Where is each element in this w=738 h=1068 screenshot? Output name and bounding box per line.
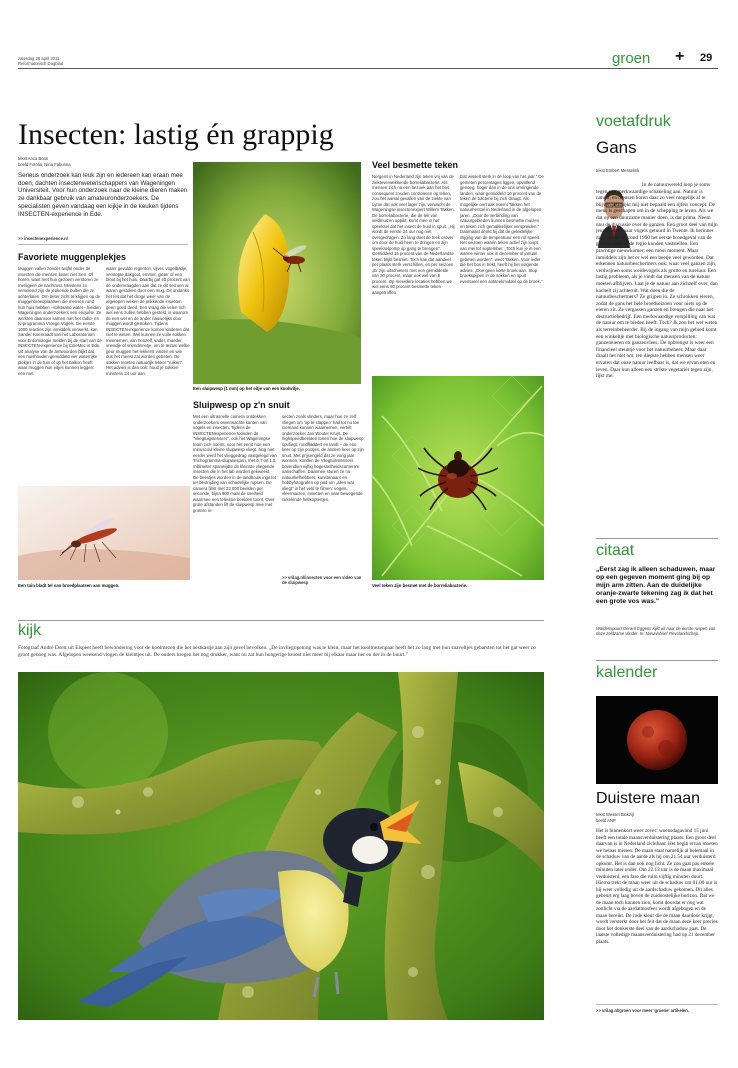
gans-credit: tekst Embert Messelink bbox=[596, 168, 640, 173]
text-column-6: Dat wisselt sterk in de loop van het jaar." De gemeten percentages liggen, opvallend genoeg, hoger dan in de ons omringende landen, waar gemiddeld 10 procent van de teken de bacterie bij zich draagt. Als mogelijke oorzaak noemt Takken het natuurherstel in Nederland in de afgelopen jaren. „Door de verbinding van natuurgebieden kunnen besmette muizen en teken zich gemakkelijker verspreiden." Daarnaast denkt hij dat de geleidelijke stijging van de temperatuur een rol speelt. Het seizoen waarin teken actief zijn loopt van mei tot september. „Toch kun je in een warme winter ook in december of januari gebeten worden", weet Takken. Voor ieder die het bos in trekt, heeft hij het volgende advies: „Doe geen korte broek aan. Stop broekspijpen in de sokken en spuit eventueel een antiteekmiddel op de broek." bbox=[460, 174, 544, 284]
divider bbox=[18, 244, 188, 245]
section-name: groen bbox=[612, 50, 651, 67]
wasp-egg-photo bbox=[193, 162, 361, 384]
article-title: Insecten: lastig én grappig bbox=[18, 118, 334, 151]
paper-name: Reformatorisch Dagblad bbox=[18, 61, 64, 66]
credit-text: tekst Anca Boon bbox=[18, 156, 49, 161]
caption-wasp-egg: Een sluipwesp (1 mm) op het eitje van een koolwitje. bbox=[193, 386, 300, 391]
voetafdruk-heading: voetafdruk bbox=[596, 113, 671, 130]
kijk-caption: Fotograaf André Dorst uit Elspeet heeft bewondering voor de koolmezen die het nestkastje aan zijn gevel bevolken. „De invliegopening was te klein, maar het koolmezenpaar heeft het zo lang met hun snaveltjes gebarsten tot het gat weer zo groot genoeg was. Afgelopen weekend vlogen de kleintjes uit. De ouders kregen het nog drukker, want nu zat hun hongerige kroost niet meer bij elkaar maar her en der in de buurt." bbox=[18, 645, 536, 658]
maan-credit: tekst Wessel Blokzijl beeld ANP bbox=[596, 812, 634, 823]
article-credits bbox=[18, 156, 71, 167]
text-column-2: water gevulde regenton, vijver, vogelbadje, verstopte dakgoot, emmer, gieter of een bloot bij het huis. Daarbij gaf 40 procent van de ondervraagden aan dat ze dit seizoen al waren gestoken door een mug. Dit ondanks het feit dat het droge weer van de afgelopen weken de prikkende insecten geen goed deed. Een vraag die velen rich wel eens zullen hebben gesteld, is waarom de een wel en de ander nauwelijks door muggen wordt gestoken. Tijdens INSECTEN-experience komen kinderen dat niet te weten. Wel kunnen ze vuile sokken meenemen, van henzelf, vader, moeder, vriendje of vriendinnetje, om te testen welke geur muggen het lekkerst vinden en wie dus het meest zal worden gebeten. De sokken moeten natuurlijk lekker "ruiken". Het advies is dan ook: houd je sokken minstens 24 uur aan. bbox=[106, 266, 190, 376]
text-column-3: Met een ultrasnelle camera ontdekken onderzoekers onverwachte kanten van vogels en insecten. Tijdens de INSECTENexperience toonden de "Vliegtuigstensers", ook het Wageningse team zich noemt, voor het eerst hoe een minuscuul kleine sluipwesp vliegt. Nog niet eerder werd het vlieggedrag vastgelegd van Trichogramma-sluipwespen, met 0,7 tot 1,5 millimeter spanwijdte de kleinste vliegende insecten die in het lab worden gekweekt. De beestjes worden in de landbouw ingezet ter bestrijding van schadelijke rupsen. De camera filmt met 22.000 beelden per seconde, bijna 900 maal de snelheid waarmee een televisie beelden toont. Over grote afstanden lift de sluipwesp mee met grotere in- bbox=[193, 414, 277, 513]
great-tit-photo bbox=[18, 672, 544, 1020]
issue-date: zaterdag 28 april 2011 bbox=[18, 56, 60, 61]
maan-title: Duistere maan bbox=[596, 790, 701, 807]
insecten-link[interactable]: >> insectenexperience.nl bbox=[18, 236, 68, 241]
groen-link[interactable]: >> vrilag.nl/groen voor meer 'groene' artikelen. bbox=[596, 1008, 689, 1013]
header-rule bbox=[18, 68, 718, 69]
citaat-quote: „Eerst zag ik alleen schaduwen, maar op een gegeven moment ging bij op mijn arm zitten. Aan de duidelijke oranje-zwarte tekening zag ik dat het een grote vos was." bbox=[596, 566, 716, 605]
kijk-rule bbox=[18, 620, 544, 621]
text-column-5: Nergens in Nederland zijn teken vrij van de ziekteverwekkende borreliabacterie. Als mensen zich na een bezoek aan het bos consequent zouden controleren op teken, zou het aantal gevallen van de ziekte van Lyme dat ook veel lager zijn, verwacht de Wageningse insectenexpert Willem Takken. De borreliabacterie, die de tek van veldmuizen oppikt, komt mee in het speeksel dat het insect de huid in spuit. „Hij wordt de eerste 24 uur nog niet overgedragen. Zo lang doet de teek erover om door de huid heen te dringen en zijn speekselpomp op gang te brengen". Gemiddeld 15 procent van de Nederlandse teken blijkt besmet. Toch kan dat aandeel per plaats sterk verschillen, en per seizoen. „Er zijn uitschieters met een gemiddelde van 30 procent, maar ook wel van 8 procent. Op meerdere locaties hebben we wel eens 60 procent besmette teken aangetroffen. bbox=[372, 174, 455, 295]
caption-tick: Veel teken zijn besmet met de borreliabacterie. bbox=[372, 583, 468, 588]
citaat-source: Waldenspoort Gerard Eggens kijkt uit naar de eerste ruspen van deze zeldzame vlinder. In: Nieuwsbrief Flevolandschap. bbox=[596, 626, 716, 637]
text-column-4: secten zoals vlinders, maar hoe ze zelf vliegen om 'op te stappen' had tot nu toe niemand kunnen waarnemen, vertelt onderzoeker Jan Wouter Kruyt. De highspeedbeelden tonen hoe de sluipwesp opvliegt, rondfladdert en landt – de ene keer op zijn pootjes, de andere keer op zijn snuit. Met prijsengeld dat ze vorig jaar wonnen, konden de Vliegtuinstensers bovendien vijftig hogesnelheidscamera's aanschaffen. Daarmee sturen ze nu natuurliefhebbers, kunstenaars en hobbyfotografen op pad om „alles wat vliegt" in het veld te filmen: vogels, vleermuizen, insecten en naar bewegende cirkelende helikoptertjes. bbox=[282, 414, 364, 502]
text-column-1: Muggen vallen zonder twijfel onder de insecten die mensen liever niet zien. Of horen, want met hun gezoem verstoren ze menigeen de nachtrust. Minstens zo vervelend zijn de jeukende bulten die ze achterlaten. Om beter zicht te krijgen op de muggenbroedplaatsen die mensen rond hun huis hebben –stilstaand water– hielden Wageningse onderzoekers een enquête. Ze werkten daarvoor samen met het radio- en tv-programma Vroege Vogels. De eerste 1000 reacties zijn inmiddels verwerkt, kan Sander Koenraadt van het Laboratorium voor Entomologie melden bij de start van de INSECTEN-experience bij CineMec in Ede. Uit analyse van de antwoorden blijkt dat een huishouden gemiddeld vier waterrijke plekjes in de tuin of op het balkon heeft waar muggen hun eitjes kunnen leggen: een met bbox=[18, 266, 102, 376]
mosquito-photo bbox=[18, 486, 190, 580]
citaat-heading: citaat bbox=[596, 542, 635, 559]
sluipwesp-video-link[interactable]: >> vrilag.nl/insecten voor een video van de sluipwesp bbox=[282, 575, 362, 586]
subhead-muggen: Favoriete muggenplekjes bbox=[18, 252, 127, 262]
maan-body: Het is binnenkort weer zover: woensdagavond 15 juni heeft een totale maansverduistering plaats. Een groot deel daarvan is in Nederland zichtbaar. Het begin ervan moeten we helaas missen. De maan staat namelijk al helemaal in de schaduw van de aarde als hij om 21.54 uur verduisterd opkomt. Het is dan ook nog licht. Ze zon gaat pas enkele minuten later onder. Om 22.13 uur is de maan maximaal verduisterd, een fase die ruim vijftig minuten duurt. Hierna trekt de maan weer uit de schaduw om 01.00 uur is hij weer volledig uit de aardschaduw gekomen. Dit alles gebeurt erg laag boven de zuidoostelijke horizon. Dat we de maan toch kunnen zien, komt doordat er nog wat zonlicht via de aardatmosfeer wordt afgebogen en de maan bereikt. De rode kleur die de maan daardoor krijgt, wordt versterkt door het feit dat de maan deze keer precies door het donkerste deel van de aardschaduw gaat. De laatste volledige maansverduistering had op 21 december plaats. bbox=[596, 828, 718, 945]
kalender-heading: kalender bbox=[596, 664, 658, 681]
maan-rule bbox=[596, 1004, 718, 1005]
masthead-date bbox=[18, 56, 63, 66]
credit-photo: beeld Fotolia, Nina Fabunna bbox=[18, 161, 71, 167]
moon-eclipse-photo bbox=[596, 696, 718, 784]
kijk-heading: kijk bbox=[18, 622, 42, 639]
subhead-teken: Veel besmette teken bbox=[372, 160, 459, 170]
tick-photo bbox=[372, 376, 544, 580]
article-intro: Serieus onderzoek kan leuk zijn en iedereen kan eraan mee doen, dachten insectenwetenschappers van Wageningen Universiteit. Voor hun onderzoek naar de kleine dieren maken ze dankbaar gebruik van amateuronderzoekers. De specialisten geven vandaag een kijkje in de keuken tijdens INSECTEN-experience in Ede. bbox=[18, 172, 188, 218]
kalender-rule bbox=[596, 660, 718, 661]
gans-body: In de natuurwereld loop je soms tegen een merkwaardige schakeling aan. Natuur is natuur, en mensen horen daar zo veel mogelijk af te blijven. Dat lijkt mij niet bepaald een lijfeis concept. De mens is geschapen om in de schepping te leven. Als we dat op een duurzame manier doen, is dat prima. Neem nou de discussie over de ganzen. Een groot deel van mijn jeugd heb ik naar vogels getuurd in Twente. Ik herinner me nog dat we rond 1990 het eerste broedgeval van de grauwe gans in de regio konden vaststellen. Een prachtige nieuwkomer; een mooi moment. Maar inmiddels zijn het er wel een beetje veel geworden. Dat erkennen natuurbeschermers ook: waar veel ganzen zijn, verdwijnen soms weidevogels als grutto en tureluur. Een lastig probleem, als je vindt dat mensen van de natuur moeten afblijven. Laat je de natuur aan zichzelf over, dan kachelt zij achteruit. Wat doen die de natuurbeschermers? Ze grijpen in. Ze schrokken eieren, zodat de gans het hele broedseizoen voor niets op de eieren zit. Ze vergassen ganzen en brengen die naar het destructiebedrijf. Een merkwaardige verspilling van wat de natuur om te bieden heeft. Toch? Ik zou het wel weten als terreinbeheerder. Bij de ingang van mijn gebied komt een winkeltje met biologische natuurproducten: ganzeneieren en ganzenvlees. De opbrengst is weer een financieel steuntje voor het natuurbeheer. Maar daar draait het niet om: ten diepste hebben mensen weer ervaren dat onze natuur leefbaar is, dat we ervan eten en leven. Daar kun alleen een strikte vegetariër tegen zijn, lijkt me. bbox=[596, 182, 718, 380]
page-number: 29 bbox=[700, 52, 713, 64]
subhead-sluipwesp: Sluipwesp op z'n snuit bbox=[193, 400, 290, 410]
citaat-rule bbox=[596, 538, 718, 539]
caption-mosquito: Een tuin bladt tel van broedplaatsen aan muggen. bbox=[18, 583, 120, 588]
gans-title: Gans bbox=[596, 138, 637, 157]
plus-logo: + bbox=[675, 48, 685, 65]
